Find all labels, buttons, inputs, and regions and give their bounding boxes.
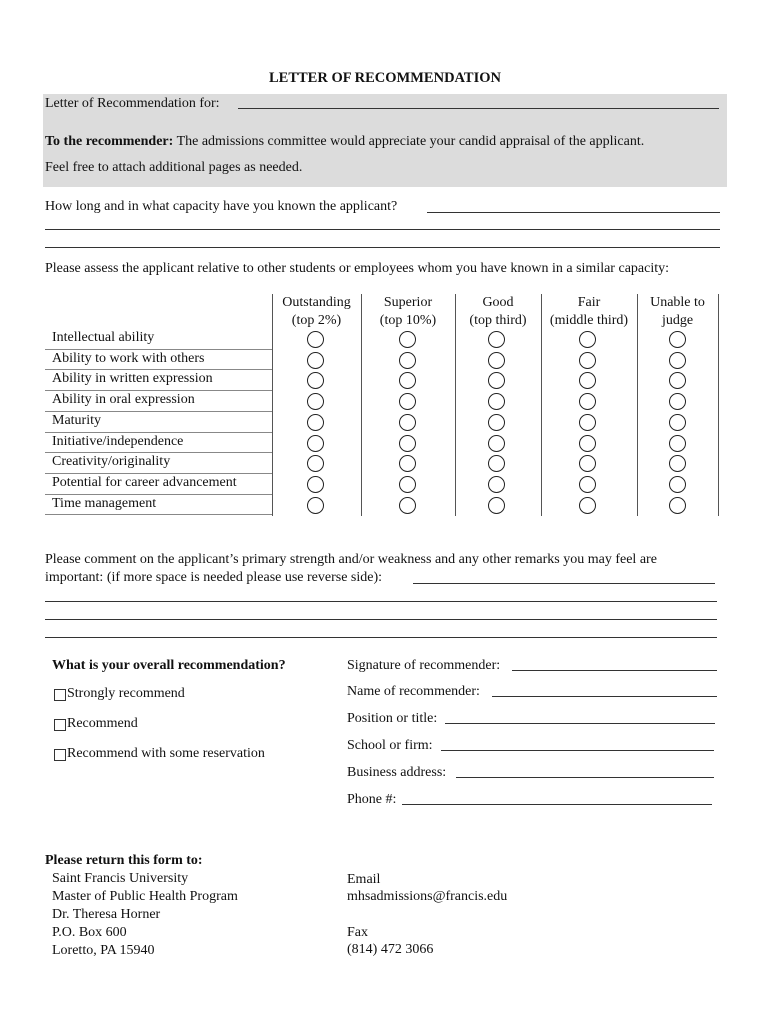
row-divider <box>45 452 272 453</box>
rating-radio[interactable] <box>307 435 324 452</box>
comment-field-line-4[interactable] <box>45 637 717 638</box>
rating-radio[interactable] <box>307 476 324 493</box>
rating-radio[interactable] <box>669 476 686 493</box>
how-long-field-line-1[interactable] <box>427 212 720 213</box>
return-address-line: Loretto, PA 15940 <box>52 943 155 958</box>
recommender-field-label: Signature of recommender: <box>347 658 501 673</box>
rating-radio[interactable] <box>399 497 416 514</box>
fax-value: (814) 472 3066 <box>347 942 434 957</box>
comment-prompt-line-2: important: (if more space is needed please use reverse side): <box>45 570 383 585</box>
overall-option-label: Recommend with some reservation <box>67 746 265 761</box>
rating-column-header-line1: Fair <box>577 295 601 310</box>
page-title: LETTER OF RECOMMENDATION <box>268 70 501 86</box>
rating-radio[interactable] <box>669 331 686 348</box>
rating-row-label: Intellectual ability <box>52 330 155 345</box>
recommender-field-input[interactable] <box>492 696 717 697</box>
rating-column-header-line1: Unable to <box>650 295 705 310</box>
rating-column-header-line1: Outstanding <box>282 295 351 310</box>
recommender-field-label: Position or title: <box>347 711 438 726</box>
assess-prompt: Please assess the applicant relative to other students or employees whom you have known in a similar capacity: <box>45 261 669 276</box>
rating-radio[interactable] <box>488 393 505 410</box>
rating-radio[interactable] <box>579 372 596 389</box>
grid-column-divider <box>637 294 638 516</box>
rating-column-header-line1: Good <box>482 295 514 310</box>
grid-column-divider <box>272 294 273 516</box>
recommender-field-label: School or firm: <box>347 738 433 753</box>
rating-radio[interactable] <box>669 435 686 452</box>
return-heading: Please return this form to: <box>45 853 203 868</box>
row-divider <box>45 349 272 350</box>
overall-option-label: Strongly recommend <box>67 686 185 701</box>
row-divider <box>45 390 272 391</box>
recommender-field-label: Phone #: <box>347 792 397 807</box>
rating-radio[interactable] <box>399 393 416 410</box>
recommender-field-input[interactable] <box>512 670 717 671</box>
recommender-note-bold: To the recommender: <box>45 134 174 149</box>
how-long-field-line-3[interactable] <box>45 247 720 248</box>
rating-radio[interactable] <box>579 352 596 369</box>
recommender-field-label: Name of recommender: <box>347 684 480 699</box>
rating-radio[interactable] <box>669 372 686 389</box>
rating-radio[interactable] <box>307 331 324 348</box>
rating-radio[interactable] <box>488 414 505 431</box>
overall-question: What is your overall recommendation? <box>52 658 286 673</box>
rating-radio[interactable] <box>399 455 416 472</box>
checkbox[interactable] <box>54 719 66 731</box>
rating-radio[interactable] <box>399 331 416 348</box>
rating-radio[interactable] <box>307 414 324 431</box>
rating-radio[interactable] <box>579 414 596 431</box>
rating-radio[interactable] <box>579 497 596 514</box>
rating-radio[interactable] <box>488 435 505 452</box>
recommender-field-input[interactable] <box>402 804 712 805</box>
rating-row-label: Ability to work with others <box>52 350 205 366</box>
row-divider <box>45 514 272 515</box>
return-address-line: Master of Public Health Program <box>52 889 238 904</box>
row-divider <box>45 411 272 412</box>
grid-column-divider <box>455 294 456 516</box>
rating-column-header-line2: judge <box>661 313 694 328</box>
rating-radio[interactable] <box>307 352 324 369</box>
rating-row-label: Initiative/independence <box>52 433 184 449</box>
rating-radio[interactable] <box>399 414 416 431</box>
overall-option-label: Recommend <box>67 716 138 731</box>
rating-radio[interactable] <box>307 455 324 472</box>
return-address-line: Saint Francis University <box>52 871 189 886</box>
rating-radio[interactable] <box>579 393 596 410</box>
rating-radio[interactable] <box>307 497 324 514</box>
how-long-field-line-2[interactable] <box>45 229 720 230</box>
rating-radio[interactable] <box>669 455 686 472</box>
how-long-question: How long and in what capacity have you known the applicant? <box>45 199 398 214</box>
rating-radio[interactable] <box>669 414 686 431</box>
rating-row-label: Potential for career advancement <box>52 474 237 490</box>
rating-row-label: Maturity <box>52 412 101 428</box>
rating-column-header-line2: (top 10%) <box>379 313 437 328</box>
rating-radio[interactable] <box>488 352 505 369</box>
comment-prompt-line-1: Please comment on the applicant’s primary strength and/or weakness and any other remarks you may feel are <box>45 552 657 567</box>
rating-radio[interactable] <box>307 393 324 410</box>
email-value[interactable]: mhsadmissions@francis.edu <box>347 889 508 904</box>
recommender-note <box>45 134 644 150</box>
rating-radio[interactable] <box>399 352 416 369</box>
fax-label: Fax <box>347 925 368 940</box>
return-address-line: P.O. Box 600 <box>52 925 127 940</box>
rating-row-label: Ability in oral expression <box>52 392 195 408</box>
rating-radio[interactable] <box>669 393 686 410</box>
comment-field-line-3[interactable] <box>45 619 717 620</box>
checkbox[interactable] <box>54 689 66 701</box>
recommendation-for-label: Letter of Recommendation for: <box>45 96 220 111</box>
recommender-field-input[interactable] <box>445 723 715 724</box>
recommendation-for-field[interactable] <box>238 108 719 109</box>
grid-column-divider <box>361 294 362 516</box>
row-divider <box>45 473 272 474</box>
rating-radio[interactable] <box>579 435 596 452</box>
rating-radio[interactable] <box>488 372 505 389</box>
rating-column-header-line2: (top 2%) <box>291 313 342 328</box>
rating-column-header-line1: Superior <box>383 295 433 310</box>
grid-column-divider <box>541 294 542 516</box>
rating-radio[interactable] <box>669 497 686 514</box>
row-divider <box>45 432 272 433</box>
recommender-field-input[interactable] <box>441 750 714 751</box>
rating-radio[interactable] <box>579 455 596 472</box>
rating-radio[interactable] <box>579 331 596 348</box>
rating-radio[interactable] <box>488 476 505 493</box>
rating-row-label: Ability in written expression <box>52 371 213 387</box>
rating-radio[interactable] <box>669 352 686 369</box>
rating-radio[interactable] <box>399 435 416 452</box>
rating-radio[interactable] <box>488 455 505 472</box>
rating-row-label: Creativity/originality <box>52 454 171 470</box>
recommender-note-text: The admissions committee would appreciate your candid appraisal of the applicant. <box>176 134 645 149</box>
rating-radio[interactable] <box>307 372 324 389</box>
rating-radio[interactable] <box>399 476 416 493</box>
recommender-field-label: Business address: <box>347 765 447 780</box>
rating-radio[interactable] <box>488 331 505 348</box>
rating-radio[interactable] <box>488 497 505 514</box>
rating-column-header-line2: (top third) <box>469 313 527 328</box>
rating-row-label: Time management <box>52 495 157 511</box>
row-divider <box>45 369 272 370</box>
rating-column-header-line2: (middle third) <box>549 313 629 328</box>
attach-note: Feel free to attach additional pages as needed. <box>45 160 303 175</box>
row-divider <box>45 494 272 495</box>
grid-column-divider <box>718 294 719 516</box>
rating-radio[interactable] <box>399 372 416 389</box>
rating-radio[interactable] <box>579 476 596 493</box>
comment-field-line-1[interactable] <box>413 583 715 584</box>
comment-field-line-2[interactable] <box>45 601 717 602</box>
checkbox[interactable] <box>54 749 66 761</box>
return-address-line: Dr. Theresa Horner <box>52 907 161 922</box>
recommender-field-input[interactable] <box>456 777 714 778</box>
email-label: Email <box>347 872 381 887</box>
